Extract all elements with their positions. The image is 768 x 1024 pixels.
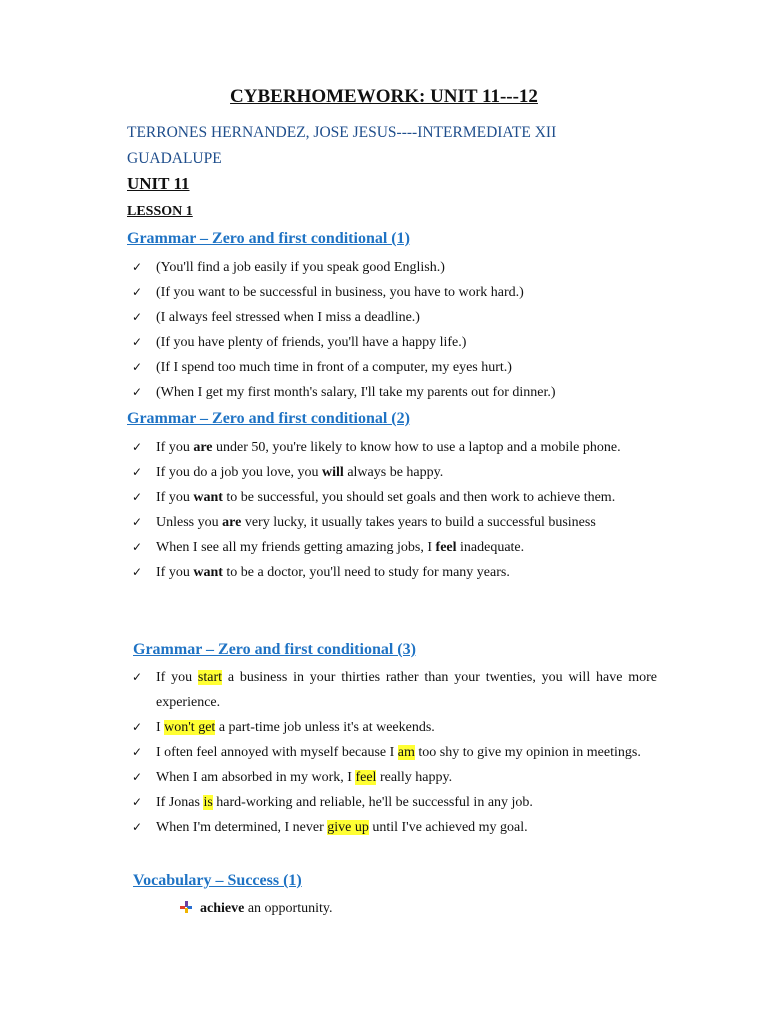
list-item: ✓ I often feel annoyed with myself because I am too shy to give my opinion in meetings.: [130, 740, 657, 765]
check-icon: ✓: [132, 310, 143, 324]
list-item: ✓ When I'm determined, I never give up until I've achieved my goal.: [130, 815, 657, 840]
list-item: ✓ (I always feel stressed when I miss a deadline.): [130, 305, 657, 330]
author-name-line: TERRONES HERNANDEZ, JOSE JESUS----INTERMEDIATE XII: [127, 124, 557, 141]
list-item: ✓ When I see all my friends getting amazing jobs, I feel inadequate.: [130, 535, 657, 560]
list-item: ✓ (If you have plenty of friends, you'll have a happy life.): [130, 330, 657, 355]
author-block: [127, 120, 667, 172]
list-item: ✓ I won't get a part-time job unless it's at weekends.: [130, 715, 657, 740]
check-icon: ✓: [132, 465, 143, 479]
grammar-1-list: [130, 255, 657, 405]
answer-highlight: feel: [355, 770, 377, 785]
list-item: ✓ (If I spend too much time in front of a computer, my eyes hurt.): [130, 355, 657, 380]
answer-highlight: is: [203, 795, 213, 810]
document-title: CYBERHOMEWORK: UNIT 11---12: [230, 86, 538, 107]
section-heading-grammar-3: Grammar – Zero and first conditional (3): [133, 641, 416, 658]
section-heading-vocabulary: Vocabulary – Success (1): [133, 872, 302, 889]
check-icon: ✓: [132, 440, 143, 454]
list-item: ✓ If you start a business in your thirties rather than your twenties, you will have more experience.: [130, 665, 657, 715]
unit-heading: UNIT 11: [127, 174, 190, 193]
list-item: ✓ (If you want to be successful in business, you have to work hard.): [130, 280, 657, 305]
vocab-list-item: achieve an opportunity.: [180, 898, 332, 920]
list-item: ✓ If you want to be a doctor, you'll need to study for many years.: [130, 560, 657, 585]
check-icon: ✓: [132, 820, 143, 834]
section-heading-grammar-1: Grammar – Zero and first conditional (1): [127, 230, 410, 247]
check-icon: ✓: [132, 745, 143, 759]
list-item: ✓ Unless you are very lucky, it usually takes years to build a successful business: [130, 510, 657, 535]
list-item: ✓ If you are under 50, you're likely to know how to use a laptop and a mobile phone.: [130, 435, 657, 460]
grammar-2-list: [130, 435, 657, 585]
four-arrow-bullet-icon: [180, 901, 192, 913]
grammar-3-list: [130, 665, 657, 840]
check-icon: ✓: [132, 260, 143, 274]
check-icon: ✓: [132, 770, 143, 784]
answer-highlight: am: [397, 745, 415, 760]
check-icon: ✓: [132, 540, 143, 554]
check-icon: ✓: [132, 670, 143, 684]
check-icon: ✓: [132, 490, 143, 504]
answer-highlight: give up: [327, 820, 369, 835]
answer-highlight: won't get: [164, 720, 216, 735]
section-heading-grammar-2: Grammar – Zero and first conditional (2): [127, 410, 410, 427]
check-icon: ✓: [132, 360, 143, 374]
check-icon: ✓: [132, 285, 143, 299]
check-icon: ✓: [132, 720, 143, 734]
check-icon: ✓: [132, 515, 143, 529]
list-item: ✓ (You'll find a job easily if you speak good English.): [130, 255, 657, 280]
list-item: ✓ (When I get my first month's salary, I'll take my parents out for dinner.): [130, 380, 657, 405]
list-item: ✓ If Jonas is hard-working and reliable, he'll be successful in any job.: [130, 790, 657, 815]
check-icon: ✓: [132, 335, 143, 349]
check-icon: ✓: [132, 565, 143, 579]
check-icon: ✓: [132, 385, 143, 399]
author-group-line: GUADALUPE: [127, 150, 222, 167]
answer-highlight: start: [197, 670, 223, 685]
check-icon: ✓: [132, 795, 143, 809]
list-item: ✓ If you do a job you love, you will always be happy.: [130, 460, 657, 485]
list-item: ✓ If you want to be successful, you should set goals and then work to achieve them.: [130, 485, 657, 510]
list-item: ✓ When I am absorbed in my work, I feel really happy.: [130, 765, 657, 790]
lesson-heading: LESSON 1: [127, 204, 193, 219]
